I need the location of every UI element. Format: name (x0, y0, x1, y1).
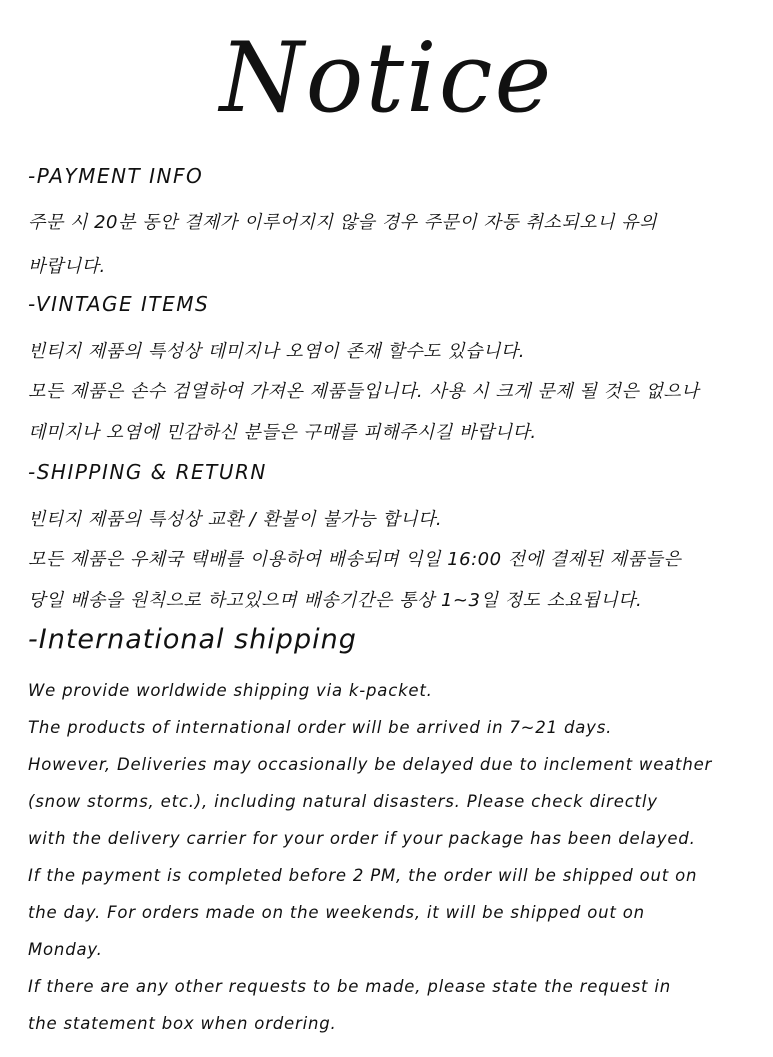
international-shipping-line: Monday. (28, 940, 103, 959)
international-shipping-line: with the delivery carrier for your order if your package has been delayed. (28, 829, 696, 848)
shipping-return-line: 당일 배송을 원칙으로 하고있으며 배송기간은 통상 1~3일 정도 소요됩니다. (28, 590, 643, 611)
international-shipping-heading: -International shipping (28, 624, 357, 655)
international-shipping-line: the day. For orders made on the weekends, it will be shipped out on (28, 903, 645, 922)
vintage-items-line: 빈티지 제품의 특성상 데미지나 오염이 존재 할수도 있습니다. (28, 341, 525, 362)
international-shipping-line: the statement box when ordering. (28, 1014, 337, 1033)
vintage-items-line: 데미지나 오염에 민감하신 분들은 구매를 피해주시길 바랍니다. (28, 422, 537, 443)
international-shipping-line: If there are any other requests to be made, please state the request in (28, 977, 672, 996)
notice-title: Notice (219, 22, 554, 134)
shipping-return-heading: -SHIPPING & RETURN (28, 460, 267, 484)
international-shipping-line: The products of international order will be arrived in 7~21 days. (28, 718, 613, 737)
international-shipping-line: We provide worldwide shipping via k-packet. (28, 681, 433, 700)
shipping-return-line: 빈티지 제품의 특성상 교환 / 환불이 불가능 합니다. (28, 509, 443, 530)
international-shipping-line: If the payment is completed before 2 PM, the order will be shipped out on (28, 866, 698, 885)
payment-info-line: 주문 시 20분 동안 결제가 이루어지지 않을 경우 주문이 자동 취소되오니 유의 (28, 212, 657, 233)
payment-info-heading: -PAYMENT INFO (28, 164, 204, 188)
international-shipping-line: (snow storms, etc.), including natural disasters. Please check directly (28, 792, 658, 811)
vintage-items-heading: -VINTAGE ITEMS (28, 292, 210, 316)
payment-info-line: 바랍니다. (28, 256, 106, 277)
international-shipping-line: However, Deliveries may occasionally be delayed due to inclement weather (28, 755, 713, 774)
shipping-return-line: 모든 제품은 우체국 택배를 이용하여 배송되며 익일 16:00 전에 결제된 제품들은 (28, 549, 682, 570)
vintage-items-line: 모든 제품은 손수 검열하여 가져온 제품들입니다. 사용 시 크게 문제 될 것은 없으나 (28, 381, 700, 402)
